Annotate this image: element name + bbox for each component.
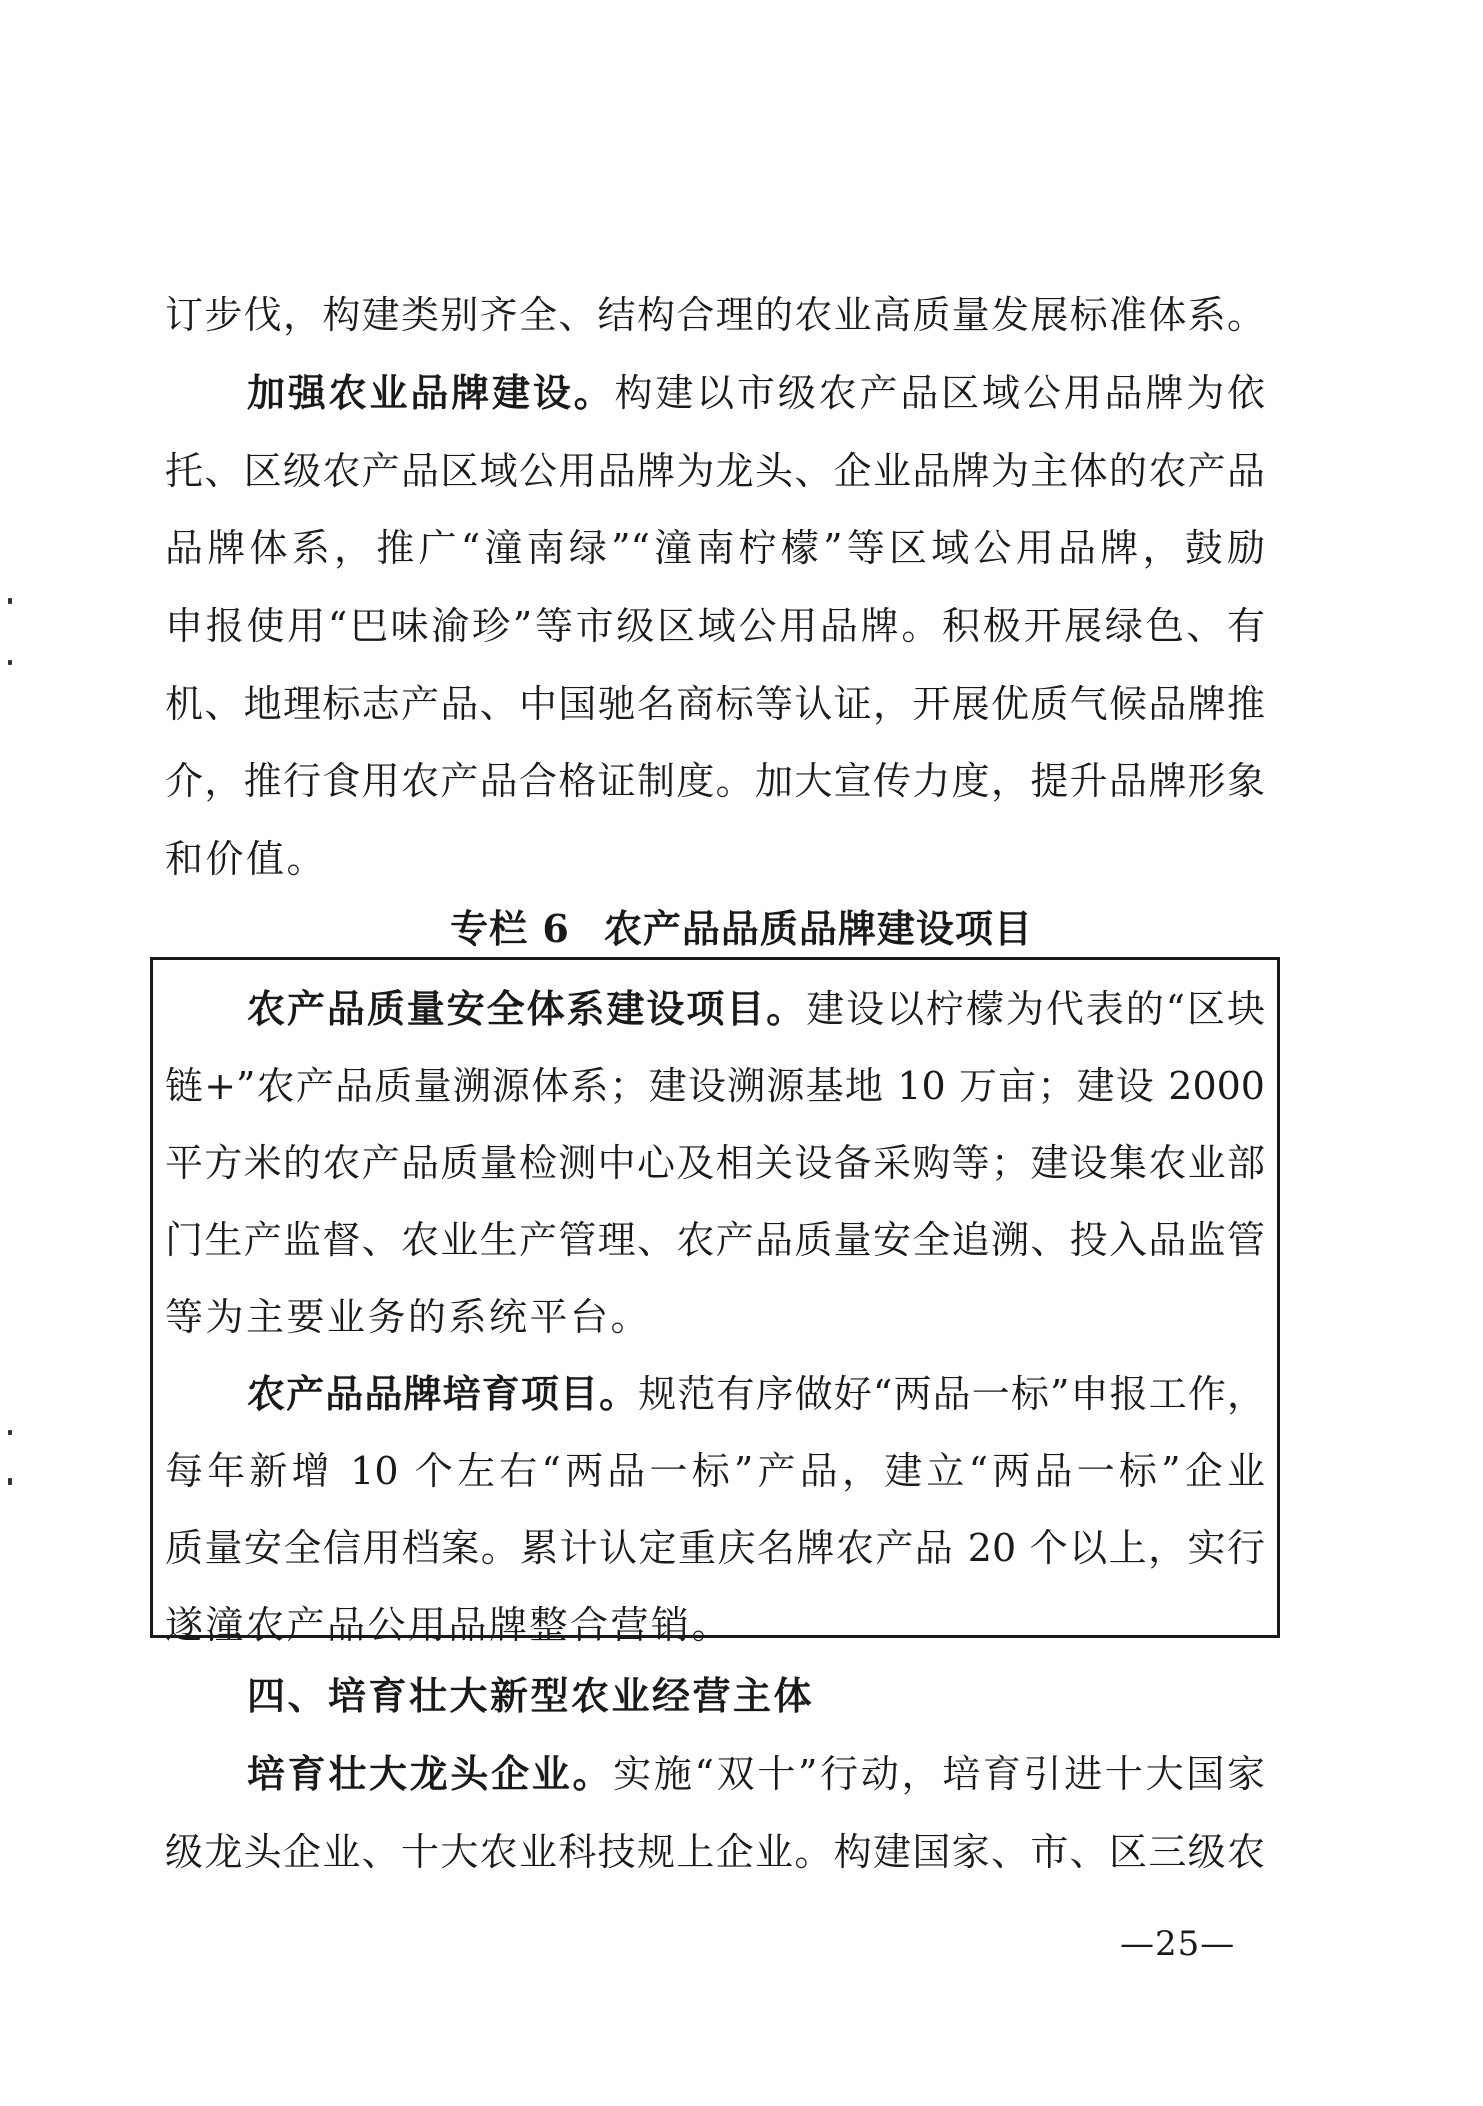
paragraph-enterprise-first-line xyxy=(165,1748,1265,1800)
column-number: 专栏 6 xyxy=(450,906,570,951)
page-number: —25— xyxy=(1120,1924,1236,1964)
body-line: 和价值。 xyxy=(165,837,328,881)
section-heading: 四、培育壮大新型农业经营主体 xyxy=(247,1673,815,1718)
brand-lead: 构建以市级农产品区域公用品牌为依 xyxy=(614,371,1265,415)
column-line: 链+”农产品质量溯源体系；建设溯源基地 10 万亩；建设 2000 xyxy=(165,1064,1265,1108)
column-line: 等为主要业务的系统平台。 xyxy=(165,1295,652,1339)
body-line: 级龙头企业、十大农业科技规上企业。构建国家、市、区三级农 xyxy=(165,1830,1265,1874)
column-title xyxy=(0,903,1483,955)
body-line: 订步伐，构建类别齐全、结构合理的农业高质量发展标准体系。 xyxy=(165,293,1265,337)
paragraph-brand-first-line xyxy=(165,367,1265,419)
column-quality-first-line xyxy=(165,983,1265,1035)
body-line: 介，推行食用农产品合格证制度。加大宣传力度，提升品牌形象 xyxy=(165,759,1265,803)
quality-lead: 建设以柠檬为代表的“区块 xyxy=(806,987,1265,1031)
scan-mark xyxy=(8,660,12,665)
scan-mark xyxy=(8,1430,12,1435)
body-line: 申报使用“巴味渝珍”等市级区域公用品牌。积极开展绿色、有 xyxy=(165,604,1265,648)
brand-heading: 加强农业品牌建设。 xyxy=(247,370,615,415)
body-line: 托、区级农产品区域公用品牌为龙头、企业品牌为主体的农产品 xyxy=(165,449,1265,493)
column-brand-first-line xyxy=(165,1368,1265,1420)
body-line: 机、地理标志产品、中国驰名商标等认证，开展优质气候品牌推 xyxy=(165,682,1265,726)
brand-project-heading: 农产品品牌培育项目。 xyxy=(247,1371,639,1416)
scan-mark xyxy=(8,1478,12,1485)
body-line: 品牌体系，推广“潼南绿”“潼南柠檬”等区域公用品牌，鼓励 xyxy=(165,526,1265,570)
quality-heading: 农产品质量安全体系建设项目。 xyxy=(247,986,807,1031)
column-line: 遂潼农产品公用品牌整合营销。 xyxy=(165,1603,733,1647)
column-heading: 农产品品质品牌建设项目 xyxy=(603,906,1033,951)
column-line: 每年新增 10 个左右“两品一标”产品，建立“两品一标”企业 xyxy=(165,1449,1265,1493)
brand-project-lead: 规范有序做好“两品一标”申报工作， xyxy=(638,1372,1265,1416)
column-line: 质量安全信用档案。累计认定重庆名牌农产品 20 个以上，实行 xyxy=(165,1526,1265,1570)
column-line: 平方米的农产品质量检测中心及相关设备采购等；建设集农业部 xyxy=(165,1141,1265,1185)
enterprise-heading: 培育壮大龙头企业。 xyxy=(247,1751,614,1796)
scan-mark xyxy=(8,598,12,604)
enterprise-lead: 实施“双十”行动，培育引进十大国家 xyxy=(613,1752,1265,1796)
column-line: 门生产监督、农业生产管理、农产品质量安全追溯、投入品监管 xyxy=(165,1218,1265,1262)
